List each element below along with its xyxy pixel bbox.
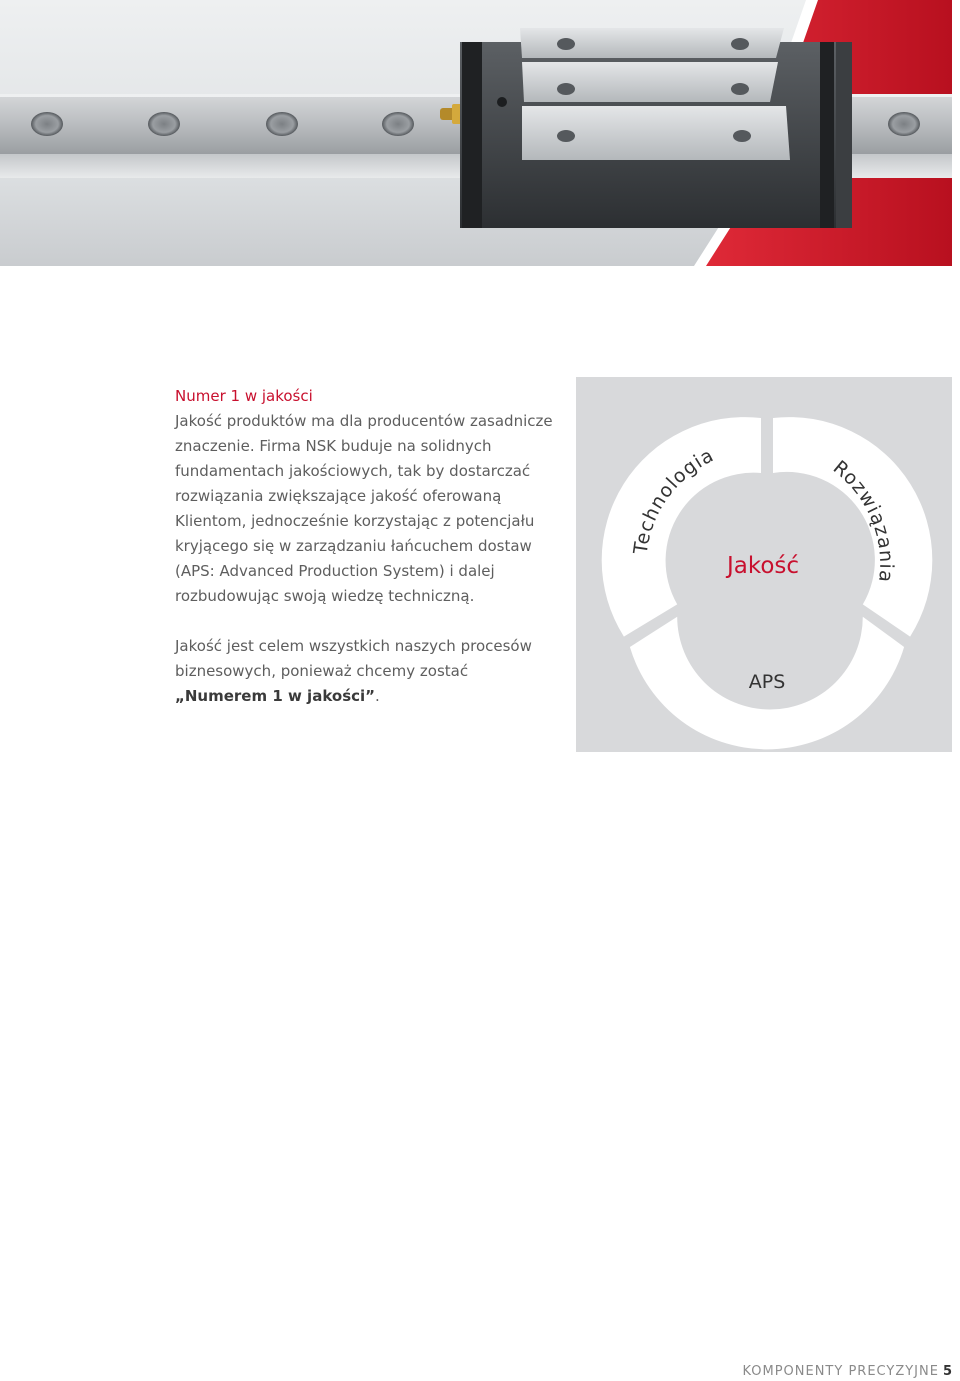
quality-diagram	[576, 377, 952, 752]
goal-paragraph	[175, 634, 560, 709]
page-number: 5	[942, 1364, 952, 1379]
footer-label: KOMPONENTY PRECYZYJNE	[742, 1364, 939, 1379]
section-heading: Numer 1 w jakości	[175, 387, 313, 405]
intro-paragraph: Jakość produktów ma dla producentów zasadnicze znaczenie. Firma NSK buduje na solidnych fundamentach jakościowych, tak by dostarczać rozwiązania zwiększające jakość oferowaną Klientom, jednocześnie korzystając z potencjału kryjącego się w zarządzaniu łańcuchem dostaw (APS: Advanced Production System) i dalej rozbudowując swoją wiedzę techniczną.	[175, 412, 553, 605]
goal-paragraph-emphasis: „Numerem 1 w jakości”	[175, 687, 376, 705]
diagram-label-rozwiazania: Rozwiązania	[828, 456, 898, 585]
diagram-label-technologia: Technologia	[629, 444, 718, 556]
diagram-label-aps: APS	[748, 671, 786, 693]
goal-paragraph-text: Jakość jest celem wszystkich naszych procesów biznesowych, ponieważ chcemy zostać	[175, 637, 532, 680]
page-footer	[742, 1363, 952, 1381]
goal-paragraph-end: .	[375, 687, 380, 705]
linear-guide-product-photo	[0, 0, 952, 266]
diagram-ring	[602, 417, 933, 749]
diagram-center-label: Jakość	[726, 553, 800, 579]
